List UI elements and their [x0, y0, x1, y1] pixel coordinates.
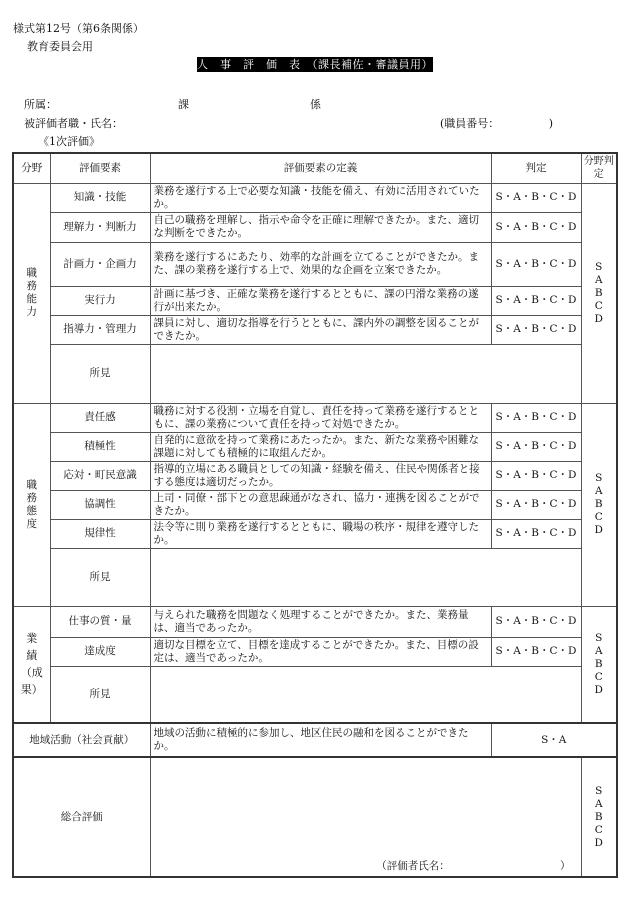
table-row — [13, 666, 617, 723]
section-results-label: 業 績 （成 果） — [13, 606, 50, 723]
evaluee-label: 被評価者職・氏名： — [24, 117, 123, 130]
grade-select[interactable]: S・A・B・C・D — [491, 183, 581, 212]
grade-select[interactable]: S・A・B・C・D — [491, 606, 581, 637]
board-label: 教育委員会用 — [27, 40, 93, 53]
table-row — [13, 519, 617, 548]
grade-select[interactable]: S・A・B・C・D — [491, 490, 581, 519]
table-row — [13, 286, 617, 315]
form-number: 様式第12号（第6条関係） — [13, 22, 144, 35]
element-definition: 与えられた職務を問題なく処理することができたか。また、業務量は、適当であったか。 — [150, 606, 491, 637]
grade-select[interactable]: S・A・B・C・D — [491, 519, 581, 548]
element-definition: 計画に基づき、正確な業務を遂行するとともに、課の円滑な業務の遂行が出来たか。 — [150, 286, 491, 315]
col-definition: 評価要素の定義 — [150, 153, 491, 183]
element-name: 計画力・企画力 — [50, 242, 150, 286]
table-row — [13, 490, 617, 519]
element-definition: 法令等に則り業務を遂行するとともに、職場の秩序・規律を遵守したか。 — [150, 519, 491, 548]
ka-label: 課 — [178, 98, 189, 111]
element-name: 指導力・管理力 — [50, 315, 150, 344]
remarks-label: 所見 — [50, 344, 150, 403]
remarks-label: 所見 — [50, 666, 150, 723]
community-grade-select[interactable]: S・A — [491, 723, 617, 757]
table-row — [13, 637, 617, 666]
element-definition: 指導的立場にある職員としての知識・経験を備え、住民や関係者と接する態度は適切だったか。 — [150, 461, 491, 490]
community-definition: 地域の活動に積極的に参加し、地区住民の融和を図ることができたか。 — [150, 723, 491, 757]
element-name: 協調性 — [50, 490, 150, 519]
grade-select[interactable]: S・A・B・C・D — [491, 432, 581, 461]
table-row — [13, 432, 617, 461]
grade-select[interactable]: S・A・B・C・D — [491, 242, 581, 286]
table-row — [13, 212, 617, 242]
header-row — [13, 153, 617, 183]
element-name: 応対・町民意識 — [50, 461, 150, 490]
table-row — [13, 315, 617, 344]
element-name: 責任感 — [50, 403, 150, 432]
section-ability-label: 職 務 能 力 — [13, 183, 50, 403]
table-row — [13, 183, 617, 212]
col-grade: 判定 — [491, 153, 581, 183]
evaluation-table — [12, 152, 618, 878]
element-definition: 適切な目標を立て、目標を達成することができたか。また、目標の設定は、適当であったか。 — [150, 637, 491, 666]
element-name: 積極性 — [50, 432, 150, 461]
element-definition: 課員に対し、適切な指導を行うとともに、課内外の調整を図ることができたか。 — [150, 315, 491, 344]
evaluator-signature: （評価者氏名： ） — [376, 860, 571, 872]
table-row — [13, 757, 617, 877]
grade-select[interactable]: S・A・B・C・D — [491, 315, 581, 344]
element-definition: 上司・同僚・部下との意思疎通がなされ、協力・連携を図ることができたか。 — [150, 490, 491, 519]
element-definition: 職務に対する役割・立場を自覚し、責任を持って業務を遂行するとともに、課の業務について責任を持って対処できたか。 — [150, 403, 491, 432]
kakari-label: 係 — [310, 98, 321, 111]
evaluation-stage: 《1次評価》 — [38, 135, 100, 148]
grade-select[interactable]: S・A・B・C・D — [491, 212, 581, 242]
element-name: 仕事の質・量 — [50, 606, 150, 637]
table-row — [13, 461, 617, 490]
col-category: 分野 — [13, 153, 50, 183]
category-grade-ability[interactable]: S A B C D — [581, 183, 617, 403]
affiliation-label: 所属： — [24, 98, 57, 111]
section-attitude-label: 職 務 態 度 — [13, 403, 50, 606]
remarks-field-attitude[interactable] — [150, 548, 581, 606]
remarks-label: 所見 — [50, 548, 150, 606]
grade-select[interactable]: S・A・B・C・D — [491, 286, 581, 315]
grade-select[interactable]: S・A・B・C・D — [491, 637, 581, 666]
grade-select[interactable]: S・A・B・C・D — [491, 403, 581, 432]
overall-comment-field[interactable] — [150, 757, 581, 877]
element-definition: 業務を遂行する上で必要な知識・技能を備え、有効に活用されていたか。 — [150, 183, 491, 212]
element-name: 実行力 — [50, 286, 150, 315]
element-definition: 業務を遂行するにあたり、効率的な計画を立てることができたか。また、課の業務を遂行する上で、効果的な企画を立案できたか。 — [150, 242, 491, 286]
table-row — [13, 242, 617, 286]
table-row — [13, 606, 617, 637]
table-row — [13, 723, 617, 757]
category-grade-attitude[interactable]: S A B C D — [581, 403, 617, 606]
col-element: 評価要素 — [50, 153, 150, 183]
table-row — [13, 548, 617, 606]
col-category-grade: 分野判定 — [581, 153, 617, 183]
remarks-field-ability[interactable] — [150, 344, 581, 403]
element-name: 理解力・判断力 — [50, 212, 150, 242]
element-definition: 自発的に意欲を持って業務にあたったか。また、新たな業務や困難な課題に対しても積極的に取組んだか。 — [150, 432, 491, 461]
community-label: 地域活動（社会貢献） — [13, 723, 150, 757]
element-name: 達成度 — [50, 637, 150, 666]
remarks-field-results[interactable] — [150, 666, 581, 723]
element-name: 知識・技能 — [50, 183, 150, 212]
overall-label: 総合評価 — [13, 757, 150, 877]
element-name: 規律性 — [50, 519, 150, 548]
grade-select[interactable]: S・A・B・C・D — [491, 461, 581, 490]
staff-number-label: (職員番号： ) — [440, 117, 554, 130]
category-grade-results[interactable]: S A B C D — [581, 606, 617, 723]
overall-grade[interactable]: S A B C D — [581, 757, 617, 877]
table-row — [13, 344, 617, 403]
element-definition: 自己の職務を理解し、指示や命令を正確に理解できたか。また、適切な判断をできたか。 — [150, 212, 491, 242]
page-title: 人 事 評 価 表 （課長補佐・審議員用） — [197, 58, 433, 71]
table-row — [13, 403, 617, 432]
